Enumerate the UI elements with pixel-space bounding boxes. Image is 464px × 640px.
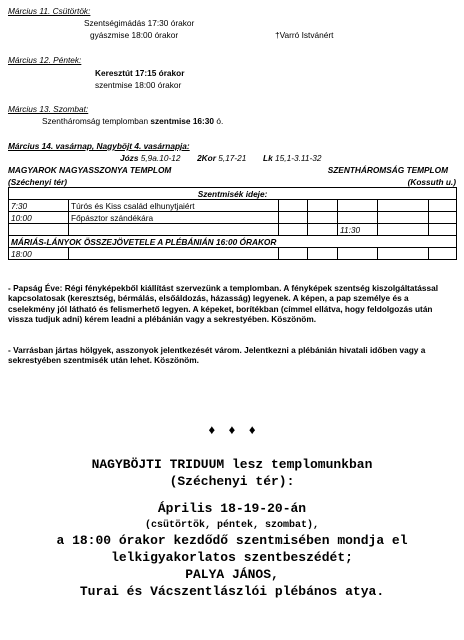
church-left-sub: (Széchenyi tér) <box>8 177 68 187</box>
diamond-separator: ♦ ♦ ♦ <box>208 422 256 437</box>
mass-schedule-table <box>8 187 457 260</box>
reading3-ref: 15,1-3.11-32 <box>272 153 322 163</box>
announcement-sewing: - Varrásban jártas hölgyek, asszonyok jelentkezését várom. Jelentkezni a plébánián hivatali időben vagy a sekrestyében szentmisék után lehet. Köszönöm. <box>8 345 426 366</box>
table-row <box>9 212 457 224</box>
day1-date: Március 11. Csütörtök: <box>8 6 91 16</box>
day4-date: Március 14. vasárnap, Nagyböjt 4. vasárnapja: <box>8 141 190 151</box>
day3-line <box>42 116 223 126</box>
reading2-book: 2Kor <box>197 153 216 163</box>
day1-line2: gyászmise 18:00 órakor <box>90 30 179 40</box>
mass-time: 11:30 <box>338 224 378 236</box>
table-row <box>9 200 457 212</box>
day3-line-suffix: ó. <box>214 116 224 126</box>
church-left: MAGYAROK NAGYASSZONYA TEMPLOM <box>8 165 172 175</box>
day3-date: Március 13. Szombat: <box>8 104 89 114</box>
day2-line2: szentmise 18:00 órakor <box>95 80 182 90</box>
day3-line-bold: szentmise 16:30 <box>150 116 215 126</box>
triduum-speaker: PALYA JÁNOS, <box>185 567 279 582</box>
triduum-line3: a 18:00 órakor kezdődő szentmisében mondja el <box>56 533 408 548</box>
table-row <box>9 188 457 200</box>
day3-line-prefix: Szentháromság templomban <box>42 116 151 126</box>
announcement-photos: - Papság Éve: Régi fényképekből kiállítást szervezünk a templomban. A fényképek szentség kiszolgáltatással kapcsolatosak (keresztség, bérmálás, elsőáldozás, házasság) legyenek. A képen, a pap személye és a cselekmény jól látható és felismerhető legyen. A képeket, borítékban (címmel ellátva, hogy feldolgozás után vissza tudjuk adni) kérem leadni a plébánián vagy a sekrestyében. Köszönöm. <box>8 283 439 325</box>
mass-time: 10:00 <box>9 212 69 224</box>
reading1-book: Józs <box>120 153 139 163</box>
day2-line1: Keresztút 17:15 órakor <box>95 68 185 78</box>
mass-intention: Főpásztor szándékára <box>69 212 279 224</box>
day4-readings <box>120 153 321 163</box>
triduum-line2: (Széchenyi tér): <box>169 474 295 489</box>
table-row <box>9 224 457 236</box>
triduum-days: (csütörtök, péntek, szombat), <box>144 520 320 531</box>
reading1-ref: 5,9a.10-12 <box>138 153 181 163</box>
triduum-line5: Turai és Vácszentlászlói plébános atya. <box>79 584 385 599</box>
church-right: SZENTHÁROMSÁG TEMPLOM <box>327 165 448 175</box>
mass-time: 18:00 <box>9 248 69 260</box>
table-row <box>9 236 457 248</box>
triduum-line1: NAGYBÖJTI TRIDUUM lesz templomunkban <box>91 457 373 472</box>
mass-intention: Túrós és Kiss család elhunytjaiért <box>69 200 279 212</box>
event-row: MÁRIÁS-LÁNYOK ÖSSZEJÖVETELE A PLÉBÁNIÁN 16:00 ÓRAKOR <box>9 236 457 248</box>
day1-line1: Szentségimádás 17:30 órakor <box>84 18 195 28</box>
table-header: Szentmisék ideje: <box>9 188 457 200</box>
triduum-line4: lelkigyakorlatos szentbeszédét; <box>111 550 353 565</box>
reading3-book: Lk <box>263 153 273 163</box>
mass-time: 7:30 <box>9 200 69 212</box>
day2-date: Március 12. Péntek: <box>8 55 82 65</box>
reading2-ref: 5,17-21 <box>215 153 247 163</box>
day1-note: †Varró Istvánért <box>275 30 334 40</box>
church-right-sub: (Kossuth u.) <box>407 177 456 187</box>
triduum-dates: Április 18-19-20-án <box>157 501 307 516</box>
table-row <box>9 248 457 260</box>
